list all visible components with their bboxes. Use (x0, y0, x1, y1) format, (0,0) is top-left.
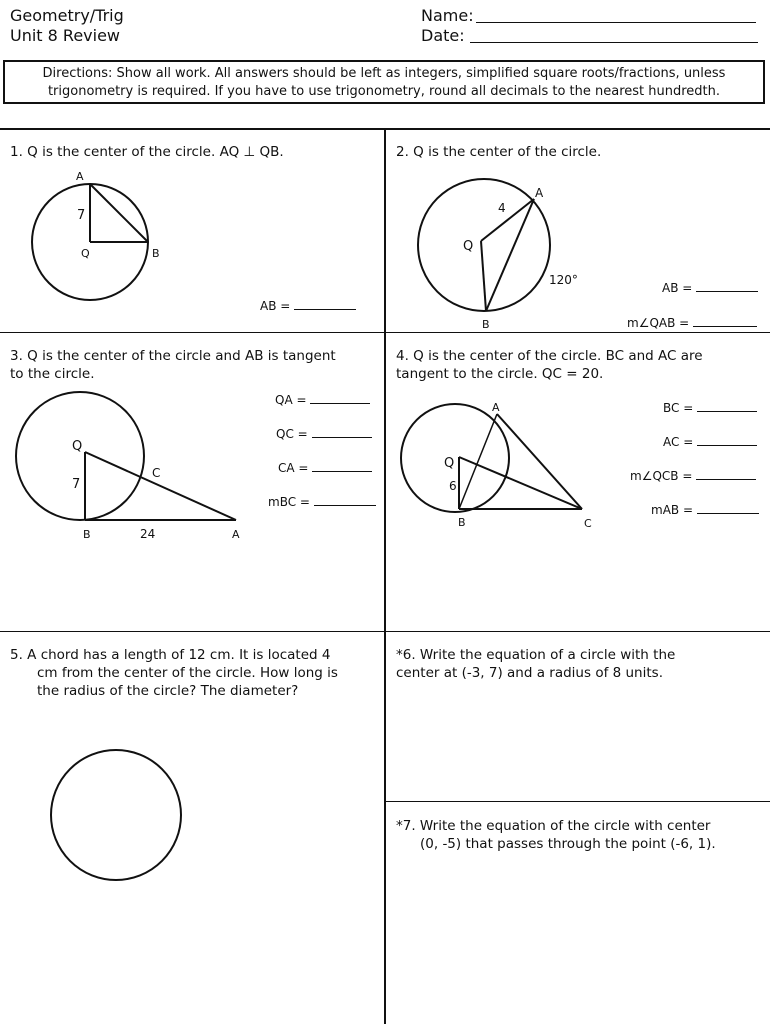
date-label: Date: (421, 26, 465, 45)
problem-3-line-1: 3. Q is the center of the circle and AB is tangent (10, 348, 336, 364)
problem-4-line-1: 4. Q is the center of the circle. BC and AC are (396, 348, 703, 364)
p1-label-side: 7 (77, 208, 86, 223)
course-title: Geometry/Trig (10, 6, 124, 25)
problem-2-text: 2. Q is the center of the circle. (396, 144, 602, 160)
problem-7-line-2: (0, -5) that passes through the point (-6, 1). (420, 836, 716, 852)
problem-5-line-2: cm from the center of the circle. How long is (37, 665, 338, 681)
p4-answer-ac-label: AC = (663, 435, 694, 449)
p3-answer-mbc-label: mBC = (268, 495, 310, 509)
p2-label-arc: 120° (549, 273, 578, 287)
problem-5-line-1: 5. A chord has a length of 12 cm. It is located 4 (10, 647, 331, 663)
p1-answer-ab-label: AB = (260, 299, 291, 313)
problem-4-line-2: tangent to the circle. QC = 20. (396, 366, 604, 382)
p2-label-b: B (482, 318, 490, 331)
row-divider-3 (385, 801, 770, 802)
p1-label-q: Q (81, 247, 90, 260)
name-label: Name: (421, 6, 474, 25)
p4-answer-ac-blank[interactable] (697, 433, 757, 446)
p4-answer-mab-blank[interactable] (697, 501, 759, 514)
p4-answer-bc-blank[interactable] (697, 399, 757, 412)
p3-label-a: A (232, 528, 240, 541)
problem-5-line-3: the radius of the circle? The diameter? (37, 683, 299, 699)
p4-answer-bc-label: BC = (663, 401, 694, 415)
p1-label-a: A (76, 170, 84, 183)
p3-label-b: B (83, 528, 91, 541)
p3-label-side: 7 (72, 477, 81, 492)
p4-answer-mab[interactable] (651, 501, 759, 519)
p2-label-a: A (535, 186, 544, 200)
p4-answer-mab-label: mAB = (651, 503, 693, 517)
problem-1-text: 1. Q is the center of the circle. AQ ⊥ QB. (10, 144, 284, 160)
p4-label-c: C (584, 517, 592, 530)
problem-3-line-2: to the circle. (10, 366, 95, 382)
problem-7-line-1: *7. Write the equation of the circle with center (396, 818, 711, 834)
p1-label-b: B (152, 247, 160, 260)
problem-6-line-1: *6. Write the equation of a circle with the (396, 647, 676, 663)
p2-label-side: 4 (498, 201, 506, 215)
p3-answer-qa-label: QA = (275, 393, 307, 407)
directions-line-1: Directions: Show all work. All answers should be left as integers, simplified square roots/fractions, unless (42, 66, 726, 81)
p4-answer-bc[interactable] (663, 399, 757, 417)
p3-answer-qc-label: QC = (276, 427, 308, 441)
p2-answer-angle-label: m∠QAB = (627, 316, 690, 330)
p2-answer-ab-label: AB = (662, 281, 693, 295)
p3-answer-ca-label: CA = (278, 461, 309, 475)
p2-label-q: Q (463, 239, 474, 254)
p4-label-b: B (458, 516, 466, 529)
p4-label-q: Q (444, 456, 455, 471)
unit-title: Unit 8 Review (10, 26, 121, 45)
directions-line-2: trigonometry is required. If you have to use trigonometry, round all decimals to the nearest hundredth. (47, 84, 721, 99)
p3-label-base: 24 (140, 527, 156, 541)
p4-label-side: 6 (449, 479, 457, 493)
p3-label-c: C (152, 466, 161, 480)
p4-answer-qcb-label: m∠QCB = (630, 469, 693, 483)
p3-label-q: Q (72, 439, 83, 454)
p4-answer-ac[interactable] (663, 433, 757, 451)
p4-label-a: A (492, 401, 500, 414)
p4-answer-qcb-blank[interactable] (696, 467, 756, 480)
p4-answer-qcb[interactable] (630, 467, 756, 485)
problem-6-line-2: center at (-3, 7) and a radius of 8 units. (396, 665, 663, 681)
